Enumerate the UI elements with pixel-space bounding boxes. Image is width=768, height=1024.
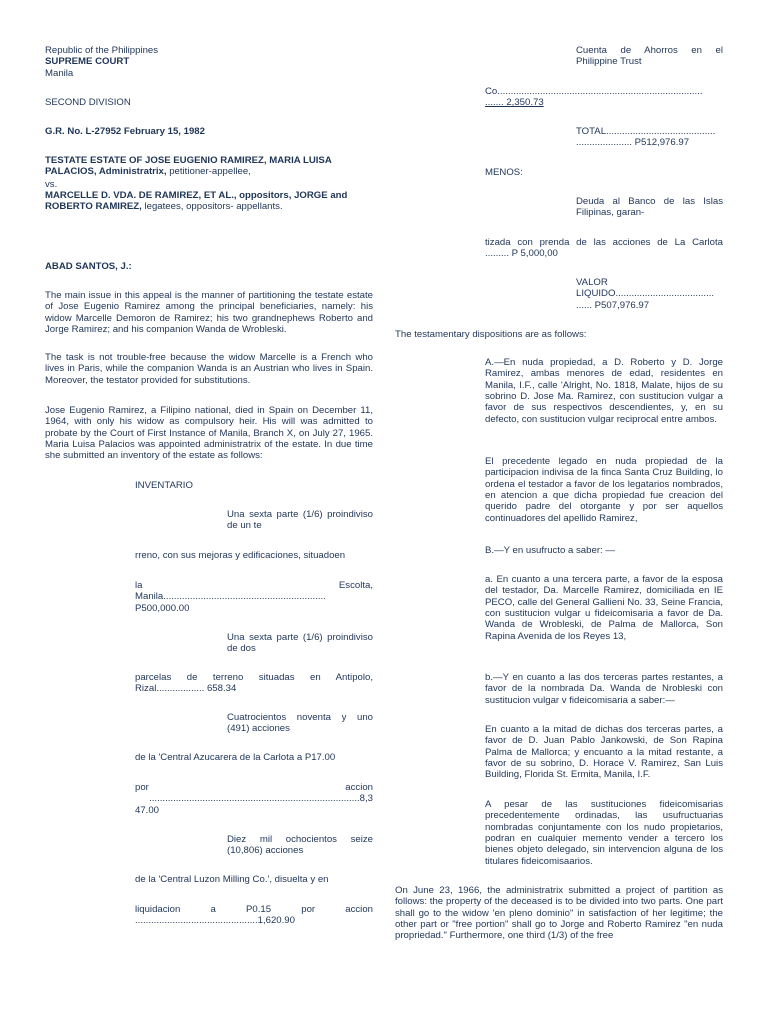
- cuenta-ahorros: Cuenta de Ahorros en el Philippine Trust: [576, 45, 723, 68]
- tizada-text: tizada con prenda de las acciones de La Carlota: [485, 237, 723, 248]
- clause-a: A.—En nuda propiedad, a D. Roberto y D. Jorge Ramirez, ambas menores de edad, residentes en Manila, I.F., calle 'Alright, No. 1818, Malate, hijos de su sobrino D. Jose Ma. Ramirez, con sustitucion vulgar a favor de sus respectivos descendientes, y, en su defecto, con sustitucion vulgar reciprocal entre ambos.: [485, 357, 723, 425]
- inventory-item3-cont: de la 'Central Azucarera de la Carlota a P17.00: [135, 752, 336, 763]
- paragraph-background: Jose Eugenio Ramirez, a Filipino national, died in Spain on December 11, 1964, with only his widow as compulsory heir. His will was admitted to probate by the Court of First Instance of Manila, Branch X, on July 27, 1965. Maria Luisa Palacios was appointed administratrix of the estate. In due time she submitted an inventory of the estate as follows:: [45, 405, 373, 462]
- inventory-item4-cont: de la 'Central Luzon Milling Co.', disuelta y en: [135, 874, 329, 885]
- item3-line-a: por accion: [135, 782, 373, 793]
- case-caption-oppositors: [45, 190, 373, 213]
- header-court: SUPREME COURT: [45, 56, 130, 67]
- item1-line-b: Manila.............................................................: [135, 591, 326, 603]
- liquido-amount: ...... P507,976.97: [576, 299, 650, 311]
- inventory-item3-line: [135, 782, 373, 816]
- clause-mitad: En cuanto a la mitad de dichas dos terceras partes, a favor de D. Juan Pablo Jankowski, de Son Rapina Palma de Mallorca; y encuanto a la mitad restante, a favor de su sobrino, D. Horace V. Ramirez, San Luis Building, Florida St. Ermita, Manila, I.F.: [485, 724, 723, 781]
- clause-b-usufruct: b.—Y en cuanto a las dos terceras partes restantes, a favor de la nombrada Da. Wanda de Nrobleski con sustitucion vulgar v fideicomisaria a saber:—: [485, 672, 723, 706]
- total-label: TOTAL.........................................: [576, 126, 716, 137]
- co-amount-value: ....... 2,350.73: [485, 97, 544, 109]
- petitioner-role: petitioner-appellee,: [166, 166, 251, 178]
- item3-line-b: ...............................................................................8,3: [149, 793, 373, 805]
- tizada-amount: ......... P 5,000,00: [485, 248, 558, 260]
- case-caption-petitioner: [45, 155, 373, 178]
- inventory-item1-line: [135, 580, 373, 614]
- liquido-label: LIQUIDO.....................................: [576, 288, 715, 300]
- case-number: G.R. No. L-27952 February 15, 1982: [45, 126, 205, 137]
- item4-line-a: liquidacion a P0.15 por accion: [135, 904, 373, 915]
- inventory-item4-line: [135, 904, 373, 927]
- inventory-item3-head: Cuatrocientos noventa y uno (491) acciones: [227, 712, 373, 735]
- cuenta-co-line: [485, 86, 723, 109]
- item1-amount: P500,000.00: [135, 602, 190, 614]
- co-dots: Co.............................................................................: [485, 86, 703, 97]
- header-republic: Republic of the Philippines: [45, 45, 159, 56]
- case-caption-vs: vs.: [45, 179, 58, 190]
- item2-line-a: parcelas de terreno situadas en Antipolo,: [135, 672, 373, 683]
- clause-legado: El precedente legado en nuda propiedad de la participacion indivisa de la finca Santa Cruz Building, lo ordena el testador a favor de los legatarios nombrados, en atencion a que dicha propiedad fue creacion del querido padre del otorgante y por ser aquellos continuadores del apellido Ramirez,: [485, 456, 723, 524]
- ponente: ABAD SANTOS, J.:: [45, 261, 132, 272]
- co-amount: [485, 97, 723, 108]
- header-city: Manila: [45, 68, 74, 79]
- clause-a-usufruct: a. En cuanto a una tercera parte, a favor de la esposa del testador, Da. Marcelle Ramirez, domiciliada en IE PECO, calle del General Gallieni No. 33, Seine Francia, con sustitucion vulgar u fideicomisaria a favor de Da. Wanda de Wrobleski, de Palma de Mallorca, Son Rapina Avenida de los Reyes 13,: [485, 574, 723, 642]
- oppositor-names: MARCELLE D. VDA. DE RAMIREZ, ET AL., oppositors, JORGE and ROBERTO RAMIREZ,: [45, 190, 348, 213]
- paragraph-main-issue: The main issue in this appeal is the manner of partitioning the testate estate of Jose Eugenio Ramirez among the principal beneficiaries, namely: his widow Marcelle Demoron de Ramirez; his two grandnephews Roberto and Jorge Ramirez; and his companion Wanda de Wrobleski.: [45, 290, 373, 335]
- inventory-item1-cont: rreno, con sus mejoras y edificaciones, situadoen: [135, 550, 346, 561]
- dispositions-intro: The testamentary dispositions are as follows:: [395, 329, 587, 340]
- total-amount: ..................... P512,976.97: [576, 137, 690, 149]
- tizada-line: [485, 237, 723, 260]
- item2-line-b: Rizal.................. 658.34: [135, 683, 237, 695]
- inventory-item4-head: Diez mil ochocientos seize (10,806) acciones: [227, 834, 373, 857]
- inventory-item1-head: Una sexta parte (1/6) proindiviso de un te: [227, 509, 373, 532]
- paragraph-partition: On June 23, 1966, the administratrix submitted a project of partition as follows: the property of the deceased is to be divided into two parts. One part shall go to the widow 'en pleno dominio" in satisfaction of her legitime; the other part or "free portion" shall go to Jorge and Roberto Ramirez "en nuda propriedad." Furthermore, one third (1/3) of the free: [395, 885, 723, 942]
- deuda-text: Deuda al Banco de las Islas Filipinas, garan-: [576, 196, 723, 219]
- item4-line-b: ..............................................1,620.90: [135, 915, 295, 927]
- paragraph-task: The task is not trouble-free because the widow Marcelle is a French who lives in Paris, while the companion Wanda is an Austrian who lives in Spain. Moreover, the testator provided for substitutions.: [45, 352, 373, 386]
- menos-label: MENOS:: [485, 167, 523, 178]
- item1-line-a: la Escolta,: [135, 580, 373, 591]
- inventory-title: INVENTARIO: [135, 480, 193, 491]
- division-heading: SECOND DIVISION: [45, 97, 131, 108]
- inventory-item2-line: [135, 672, 373, 695]
- inventory-item2-head: Una sexta parte (1/6) proindiviso de dos: [227, 632, 373, 655]
- clause-b: B.—Y en usufructo a saber: —: [485, 545, 615, 556]
- valor-liquido: [576, 277, 723, 311]
- total-line: [576, 126, 723, 149]
- item3-amount: 47.00: [135, 804, 160, 816]
- valor-label: VALOR: [576, 277, 608, 288]
- petitioner-names: TESTATE ESTATE OF JOSE EUGENIO RAMIREZ, MARIA LUISA PALACIOS, Administratrix,: [45, 155, 332, 178]
- clause-pesar: A pesar de las sustituciones fideicomisarias precedentemente ordinadas, las usufructuarias nombradas conjuntamente con los nudo propietarios, podran en cualquier memento vender a tercero los bienes objeto delegado, sin intervencion alguna de los titulares fideicomisaarios.: [485, 799, 723, 867]
- oppositor-role: legatees, oppositors- appellants.: [141, 201, 283, 213]
